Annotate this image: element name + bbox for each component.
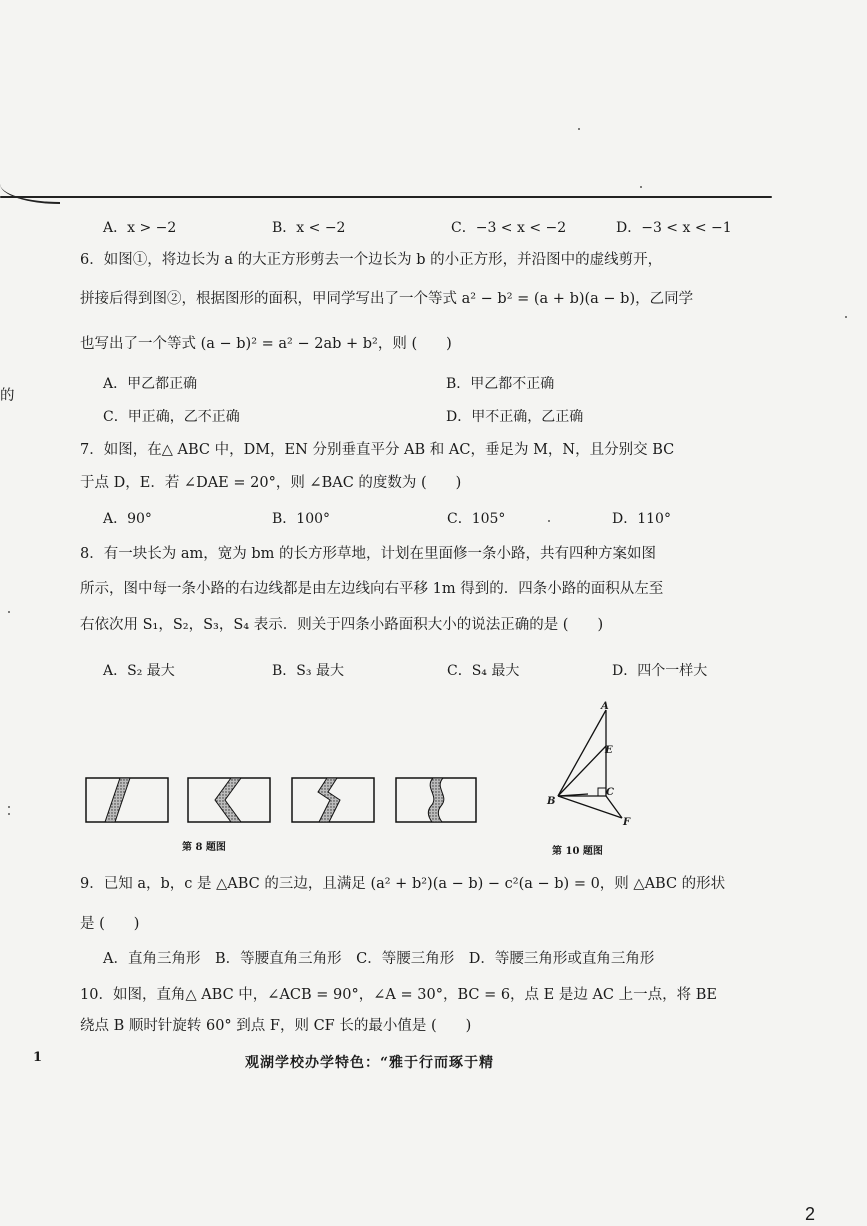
q5-option-d: D．−3 < x < −1 (616, 220, 732, 236)
scan-speck (578, 128, 580, 130)
scan-speck (640, 186, 642, 188)
q8-option-b: B．S₃ 最大 (272, 663, 344, 679)
q6-option-b: B．甲乙都不正确 (446, 376, 555, 392)
q8-stem-line1: 8．有一块长为 am，宽为 bm 的长方形草地，计划在里面修一条小路，共有四种方案如图 (80, 546, 656, 562)
scan-speck (8, 813, 10, 815)
page-number: 2 (805, 1204, 816, 1224)
lawn-1-straight-path (86, 778, 168, 822)
q9-stem-line1: 9．已知 a，b，c 是 △ABC 的三边，且满足 (a² + b²)(a − b) − c²(a − b) = 0，则 △ABC 的形状 (80, 876, 726, 892)
q6-option-c: C．甲正确，乙不正确 (103, 409, 240, 425)
header-rule-curve (0, 180, 60, 204)
fig10-label-f: F (623, 817, 631, 828)
figure-8-lawns (84, 776, 479, 828)
q7-option-c: C．105° (447, 511, 506, 527)
margin-page-mark: 1 (33, 1050, 43, 1065)
scan-speck (8, 806, 10, 808)
q6-stem-line3: 也写出了一个等式 (a − b)² = a² − 2ab + b²，则 ( ) (80, 336, 452, 352)
q6-option-d: D．甲不正确，乙正确 (446, 409, 584, 425)
header-rule (0, 196, 772, 198)
q5-option-c: C．−3 < x < −2 (451, 220, 567, 236)
scan-speck (8, 611, 10, 613)
q9-stem-line2: 是 ( ) (80, 916, 140, 932)
figure-10-triangle (542, 700, 642, 830)
q8-option-c: C．S₄ 最大 (447, 663, 520, 679)
fig10-label-e: E (605, 745, 613, 756)
q10-stem-line1: 10．如图，直角△ ABC 中，∠ACB = 90°，∠A = 30°，BC = 6，点 E 是边 AC 上一点，将 BE (80, 987, 717, 1003)
q8-option-d: D．四个一样大 (612, 663, 708, 679)
q7-option-b: B．100° (272, 511, 331, 527)
q10-stem-line2: 绕点 B 顺时针旋转 60° 到点 F，则 CF 长的最小值是 ( ) (80, 1018, 472, 1034)
q5-option-b: B．x < −2 (272, 220, 346, 236)
fig10-label-c: C (606, 787, 614, 798)
lawn-4-curved-path (396, 778, 476, 822)
margin-char: 的 (0, 388, 15, 404)
q9-options: A．直角三角形 B．等腰直角三角形 C．等腰三角形 D．等腰三角形或直角三角形 (103, 951, 655, 967)
q8-stem-line3: 右依次用 S₁，S₂，S₃，S₄ 表示．则关于四条小路面积大小的说法正确的是 ( ) (80, 617, 604, 633)
q7-stem-line2: 于点 D，E．若 ∠DAE = 20°，则 ∠BAC 的度数为 ( ) (80, 475, 462, 491)
scan-speck (845, 316, 847, 318)
q6-stem-line2: 拼接后得到图②，根据图形的面积，甲同学写出了一个等式 a² − b² = (a + b)(a − b)，乙同学 (80, 291, 694, 307)
fig10-label-b: B (547, 796, 556, 807)
lawn-2-chevron-path (188, 778, 270, 822)
school-motto-footer: 观湖学校办学特色：“雅于行而琢于精 (245, 1055, 495, 1071)
q8-stem-line2: 所示，图中每一条小路的右边线都是由左边线向右平移 1m 得到的．四条小路的面积从左至 (80, 581, 664, 597)
fig10-label-a: A (601, 701, 609, 712)
figure-8-caption: 第 8 题图 (182, 842, 226, 853)
q6-option-a: A．甲乙都正确 (103, 376, 198, 392)
q7-option-d: D．110° (612, 511, 671, 527)
q6-stem-line1: 6．如图①，将边长为 a 的大正方形剪去一个边长为 b 的小正方形，并沿图中的虚线剪开， (80, 252, 663, 268)
scan-speck (548, 520, 550, 522)
lawn-3-zigzag-path (292, 778, 374, 822)
q7-option-a: A．90° (103, 511, 152, 527)
q5-option-a: A．x > −2 (103, 220, 177, 236)
q7-stem-line1: 7．如图，在△ ABC 中，DM，EN 分别垂直平分 AB 和 AC，垂足为 M，N，且分别交 BC (80, 442, 675, 458)
figure-10-caption: 第 10 题图 (552, 846, 603, 857)
q8-option-a: A．S₂ 最大 (103, 663, 175, 679)
